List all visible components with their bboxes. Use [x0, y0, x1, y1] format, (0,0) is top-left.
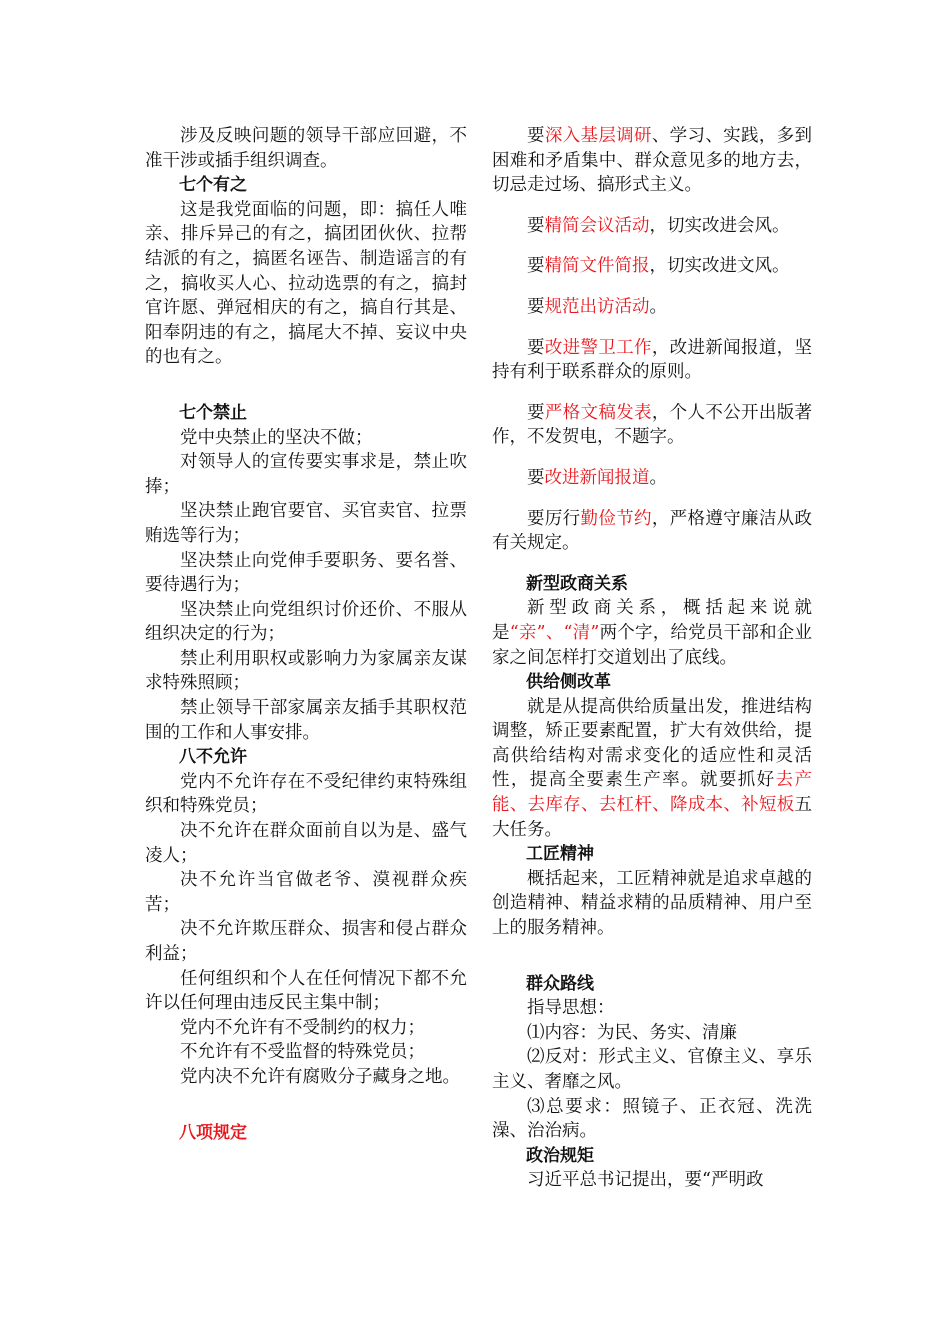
list-item: 禁止领导干部家属亲友插手其职权范围的工作和人事安排。 [145, 698, 467, 743]
highlight-text: 规范出访活动 [544, 296, 650, 317]
heading-gongjiang: 工匠精神 [526, 844, 594, 865]
paragraph: 就是从提高供给质量出发，推进结构调整，矫正要素配置，扩大有效供给，提高供给结构对需求变化的适应性和灵活性，提高全要素生产率。就要抓好去产能、去库存、去杠杆、降成本、补短板五大任务。 [492, 696, 812, 840]
highlight-text: 严格文稿发表 [544, 402, 652, 423]
list-item: 对领导人的宣传要实事求是，禁止吹捧； [145, 452, 467, 497]
right-column [492, 124, 812, 1193]
paragraph: 这是我党面临的问题，即：搞任人唯亲、排斥异己的有之，搞团团伙伙、拉帮结派的有之，搞匿名诬告、制造谣言的有之，搞收买人心、拉动选票的有之，搞封官许愿、弹冠相庆的有之，搞自行其是、阳奉阴违的有之，搞尾大不掉、妄议中央的也有之。 [145, 199, 467, 368]
rule-paragraph: 要规范出访活动。 [527, 296, 667, 317]
heading-zhengshang: 新型政商关系 [526, 573, 628, 594]
heading-qunzhong: 群众路线 [526, 973, 594, 994]
list-item: 党内不允许有不受制约的权力； [180, 1017, 425, 1038]
highlight-text: 改进新闻报道 [544, 467, 650, 488]
rule-paragraph: 要改进新闻报道。 [527, 467, 667, 488]
list-item: 党内不允许存在不受纪律约束特殊组织和特殊党员； [145, 771, 467, 817]
highlight-text: “亲”、“清” [509, 622, 600, 643]
heading-qige-jinzhi: 七个禁止 [179, 402, 247, 423]
list-item: 决不允许在群众面前自以为是、盛气凌人； [145, 821, 467, 866]
list-item: 坚决禁止向党组织讨价还价、不服从组织决定的行为； [145, 599, 467, 645]
left-column [145, 124, 467, 1145]
heading-gongjice: 供给侧改革 [526, 672, 611, 693]
list-item: ⑶总要求：照镜子、正衣冠、洗洗澡、治治病。 [492, 1096, 812, 1142]
paragraph: 涉及反映问题的领导干部应回避，不准干涉或插手组织调查。 [145, 126, 467, 171]
list-item: 指导思想： [527, 998, 615, 1019]
rule-paragraph: 要精简文件简报，切实改进文风。 [527, 256, 790, 277]
list-item: 任何组织和个人在任何情况下都不允许以任何理由违反民主集中制； [145, 968, 467, 1014]
heading-zhengzhi: 政治规矩 [526, 1145, 594, 1166]
rule-paragraph: 要精简会议活动，切实改进会风。 [527, 215, 790, 236]
highlight-text: 去产能、去库存、去杠杆、降成本、补短板 [492, 770, 812, 816]
paragraph: 新型政商关系，概括起来说就是“亲”、“清”两个字，给党员干部和企业家之间怎样打交道划出了底线。 [492, 598, 813, 668]
heading-ba-bu-yunxu: 八不允许 [179, 747, 247, 768]
list-item: 坚决禁止向党伸手要职务、要名誉、要待遇行为； [145, 550, 467, 596]
paragraph: 习近平总书记提出，要“严明政 [527, 1170, 764, 1191]
list-item: 决不允许欺压群众、损害和侵占群众利益； [145, 919, 467, 964]
highlight-text: 精简会议活动 [544, 215, 650, 236]
list-item: 决不允许当官做老爷、漠视群众疾苦； [145, 870, 467, 915]
list-item: 党中央禁止的坚决不做； [180, 427, 373, 448]
heading-ba-xiang-guiding: 八项规定 [179, 1122, 247, 1143]
list-item: 坚决禁止跑官要官、买官卖官、拉票贿选等行为； [145, 501, 467, 546]
list-item: 不允许有不受监督的特殊党员； [180, 1042, 425, 1063]
rule-paragraph: 要改进警卫工作，改进新闻报道，坚持有利于联系群众的原则。 [492, 337, 813, 383]
highlight-text: 深入基层调研 [544, 126, 652, 146]
list-item: ⑴内容：为民、务实、清廉 [527, 1022, 737, 1043]
highlight-text: 勤俭节约 [580, 508, 652, 529]
highlight-text: 改进警卫工作 [544, 337, 652, 358]
list-item: 党内决不允许有腐败分子藏身之地。 [180, 1066, 460, 1087]
paragraph: 概括起来，工匠精神就是追求卓越的创造精神、精益求精的品质精神、用户至上的服务精神。 [492, 868, 812, 939]
list-item: ⑵反对：形式主义、官僚主义、享乐主义、奢靡之风。 [492, 1047, 812, 1092]
heading-qige-youzhi: 七个有之 [179, 175, 247, 196]
list-item: 禁止利用职权或影响力为家属亲友谋求特殊照顾； [145, 648, 467, 694]
rule-paragraph: 要深入基层调研、学习、实践，多到困难和矛盾集中、群众意见多的地方去，切忌走过场、搞形式主义。 [492, 126, 813, 196]
highlight-text: 精简文件简报 [544, 256, 650, 277]
rule-paragraph: 要厉行勤俭节约，严格遵守廉洁从政有关规定。 [492, 508, 813, 554]
rule-paragraph: 要严格文稿发表，个人不公开出版著作，不发贺电，不题字。 [492, 402, 813, 448]
